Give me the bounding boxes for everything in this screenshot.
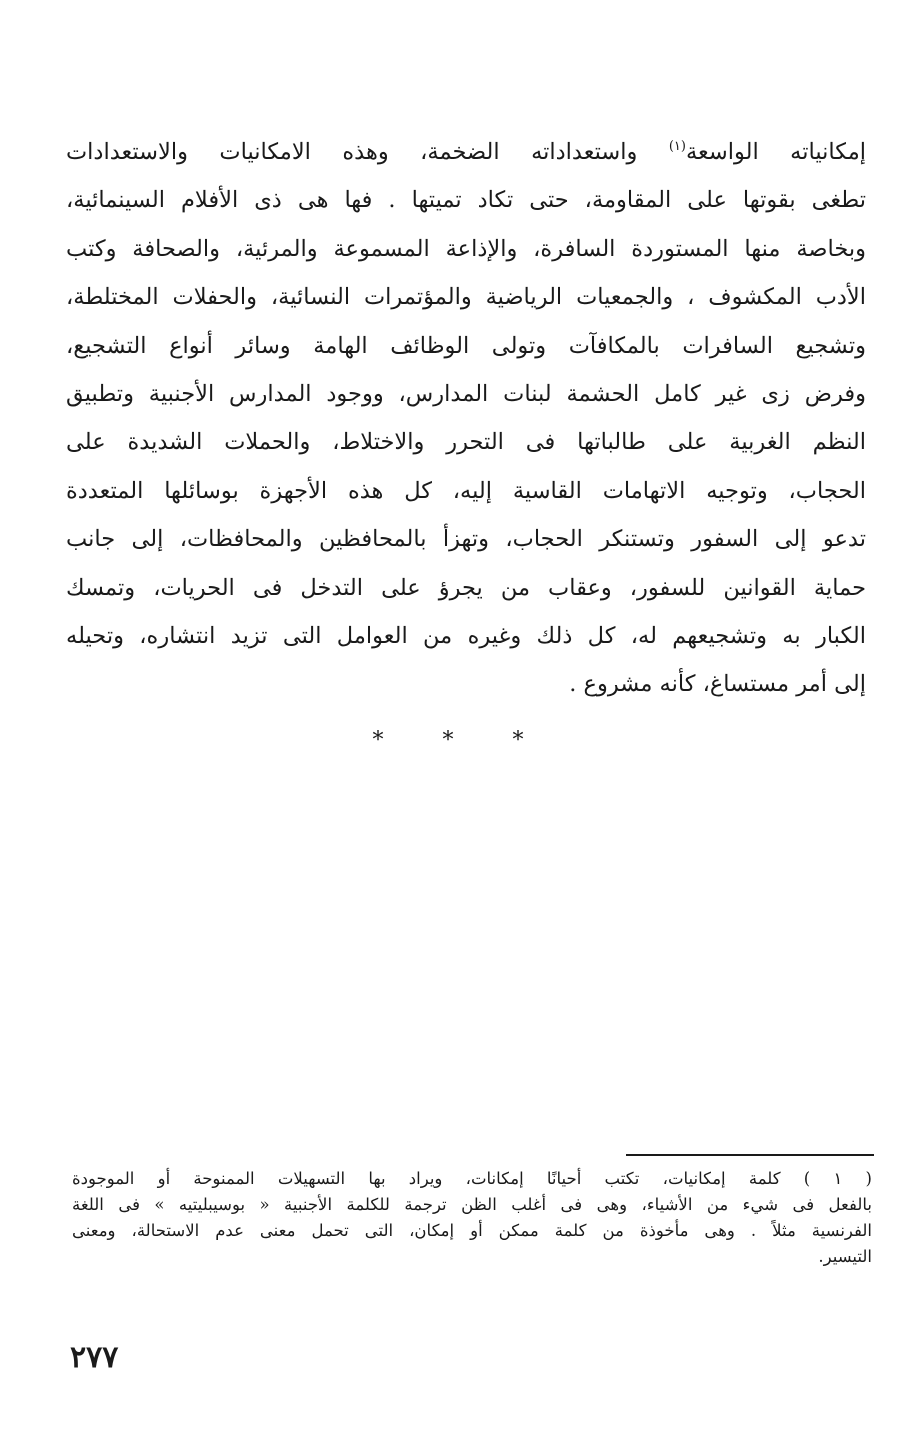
section-separator: * * * xyxy=(372,728,550,753)
text-line-1 xyxy=(66,128,866,176)
text-line-1-end: واستعداداته الضخمة، وهذه الامكانيات والاستعدادات xyxy=(66,139,638,165)
text-line-7: النظم الغربية على طالباتها فى التحرر والاختلاط، والحملات الشديدة على xyxy=(66,429,866,456)
footnote-reference[interactable]: (١) xyxy=(668,139,686,154)
footnote-line-1: ( ١ ) كلمة إمكانيات، تكتب أحيانًا إمكانات، ويراد بها التسهيلات الممنوحة أو الموجودة xyxy=(72,1169,872,1188)
footnote-line-3: الفرنسية مثلاً . وهى مأخوذة من كلمة ممكن أو إمكان، التى تحمل معنى عدم الاستحالة، ومعنى xyxy=(72,1221,872,1240)
text-line-10: حماية القوانين للسفور، وعقاب من يجرؤ على التدخل فى الحريات، وتمسك xyxy=(66,574,866,601)
footnote xyxy=(72,1166,872,1270)
text-line-9: تدعو إلى السفور وتستنكر الحجاب، وتهزأ بالمحافظين والمحافظات، إلى جانب xyxy=(66,526,866,553)
text-line-1-start: إمكانياته الواسعة xyxy=(685,139,866,165)
text-line-6: وفرض زى غير كامل الحشمة لبنات المدارس، ووجود المدارس الأجنبية وتطبيق xyxy=(66,380,866,407)
page-number: ٢٧٧ xyxy=(70,1340,119,1375)
text-line-12: إلى أمر مستساغ، كأنه مشروع . xyxy=(569,671,866,698)
text-line-3: وبخاصة منها المستوردة السافرة، والإذاعة المسموعة والمرئية، والصحافة وكتب xyxy=(66,235,866,262)
footnote-line-4: التيسير. xyxy=(818,1247,872,1266)
text-line-11: الكبار به وتشجيعهم له، كل ذلك وغيره من العوامل التى تزيد انتشاره، وتحيله xyxy=(66,622,866,649)
footnote-divider xyxy=(626,1154,874,1156)
footnote-line-2: بالفعل فى شيء من الأشياء، وهى فى أغلب الظن ترجمة للكلمة الأجنبية « بوسيبليتيه » فى اللغة xyxy=(72,1195,872,1214)
text-line-8: الحجاب، وتوجيه الاتهامات القاسية إليه، كل هذه الأجهزة بوسائلها المتعددة xyxy=(66,477,866,504)
text-line-4: الأدب المكشوف ، والجمعيات الرياضية والمؤتمرات النسائية، والحفلات المختلطة، xyxy=(66,284,866,311)
main-paragraph xyxy=(66,128,866,709)
text-line-2: تطغى بقوتها على المقاومة، حتى تكاد تميتها . فها هى ذى الأفلام السينمائية، xyxy=(66,187,866,214)
text-line-5: وتشجيع السافرات بالمكافآت وتولى الوظائف الهامة وسائر أنواع التشجيع، xyxy=(66,332,866,359)
